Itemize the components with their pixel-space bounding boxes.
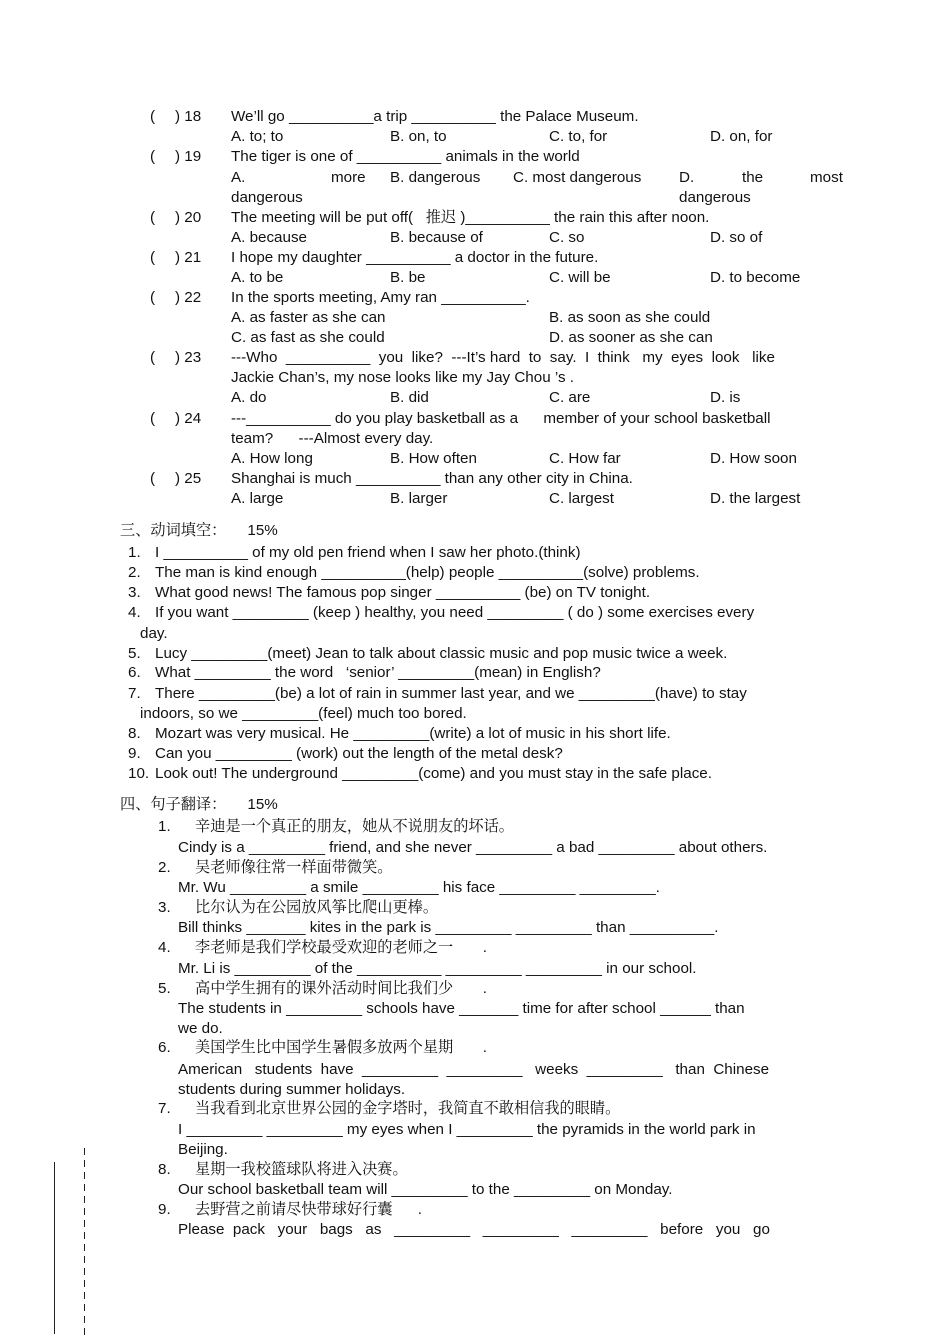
binding-dash — [84, 1208, 85, 1215]
option-b: B. How often — [390, 450, 477, 467]
option-d: D. How soon — [710, 450, 797, 467]
binding-dash — [84, 1172, 85, 1179]
option-b: B. dangerous — [390, 169, 481, 186]
item-text: Lucy _________(meet) Jean to talk about classic music and pop music twice a week. — [155, 645, 728, 662]
question-number: ) 21 — [175, 249, 202, 266]
binding-dash — [84, 1148, 85, 1155]
item-number: 4. — [128, 604, 141, 621]
item-number: 8. — [158, 1161, 171, 1178]
option-a: dangerous — [231, 189, 303, 206]
question-number: ) 19 — [175, 148, 202, 165]
section-title: 三、动词填空： 15% — [120, 522, 278, 539]
binding-dash — [84, 1280, 85, 1287]
question-text: Jackie Chan’s, my nose looks like my Jay Chou ’s . — [231, 369, 574, 386]
item-number: 1. — [128, 544, 141, 561]
answer-paren: ( — [150, 289, 156, 306]
item-text: Mozart was very musical. He _________(write) a lot of music in his short life. — [155, 725, 671, 742]
english-sentence: Bill thinks _______ kites in the park is _________ _________ than __________. — [178, 919, 719, 936]
option-d: D. the largest — [710, 490, 801, 507]
answer-paren: ( — [150, 148, 156, 165]
question-text: I hope my daughter __________ a doctor in the future. — [231, 249, 599, 266]
chinese-sentence: 李老师是我们学校最受欢迎的老师之一 . — [195, 939, 487, 956]
option-a: A. large — [231, 490, 284, 507]
item-number: 2. — [128, 564, 141, 581]
english-sentence: I _________ _________ my eyes when I _________ the pyramids in the world park in — [178, 1121, 756, 1138]
option-b: B. on, to — [390, 128, 447, 145]
item-text: The man is kind enough __________(help) people __________(solve) problems. — [155, 564, 700, 581]
item-text: Look out! The underground _________(come) and you must stay in the safe place. — [155, 765, 712, 782]
answer-paren: ( — [150, 410, 156, 427]
item-text: There _________(be) a lot of rain in summer last year, and we _________(have) to stay — [155, 685, 747, 702]
option-a: A. because — [231, 229, 307, 246]
option-b: B. did — [390, 389, 429, 406]
item-number: 5. — [158, 980, 171, 997]
binding-dash — [84, 1304, 85, 1311]
binding-dash — [84, 1160, 85, 1167]
answer-paren: ( — [150, 108, 156, 125]
option-d: D. so of — [710, 229, 763, 246]
binding-dash — [84, 1316, 85, 1323]
option-a: A. as faster as she can — [231, 309, 386, 326]
question-text: ---__________ do you play basketball as a member of your school basketball — [231, 410, 771, 427]
chinese-sentence: 高中学生拥有的课外活动时间比我们少 . — [195, 980, 487, 997]
item-number: 6. — [158, 1039, 171, 1056]
english-sentence: Cindy is a _________ friend, and she never _________ a bad _________ about others. — [178, 839, 768, 856]
item-number: 7. — [158, 1100, 171, 1117]
option-d: the — [742, 169, 764, 186]
item-text: I __________ of my old pen friend when I saw her photo.(think) — [155, 544, 581, 561]
option-c: C. How far — [549, 450, 621, 467]
question-number: ) 25 — [175, 470, 202, 487]
binding-dash — [84, 1292, 85, 1299]
english-sentence: Our school basketball team will _________ to the _________ on Monday. — [178, 1181, 673, 1198]
option-a: more — [331, 169, 366, 186]
item-text: day. — [140, 625, 168, 642]
item-number: 9. — [128, 745, 141, 762]
english-sentence: Mr. Li is _________ of the __________ _________ _________ in our school. — [178, 960, 697, 977]
option-c: C. as fast as she could — [231, 329, 385, 346]
chinese-sentence: 吴老师像往常一样面带微笑。 — [195, 859, 393, 876]
english-sentence: The students in _________ schools have _______ time for after school ______ than — [178, 1000, 745, 1017]
english-sentence: students during summer holidays. — [178, 1081, 406, 1098]
question-text: In the sports meeting, Amy ran __________. — [231, 289, 530, 306]
chinese-sentence: 比尔认为在公园放风筝比爬山更棒。 — [195, 899, 438, 916]
question-number: ) 22 — [175, 289, 202, 306]
english-sentence: Beijing. — [178, 1141, 228, 1158]
item-text: If you want _________ (keep ) healthy, you need _________ ( do ) some exercises every — [155, 604, 755, 621]
binding-dash — [84, 1220, 85, 1227]
item-text: Can you _________ (work) out the length of the metal desk? — [155, 745, 563, 762]
chinese-sentence: 去野营之前请尽快带球好行囊 . — [195, 1201, 422, 1218]
question-text: The meeting will be put off( 推迟 )__________ the rain this after noon. — [231, 209, 710, 226]
option-b: B. because of — [390, 229, 483, 246]
question-number: ) 18 — [175, 108, 202, 125]
question-text: Shanghai is much __________ than any other city in China. — [231, 470, 633, 487]
question-text: team? ---Almost every day. — [231, 430, 434, 447]
chinese-sentence: 星期一我校篮球队将进入决赛。 — [195, 1161, 408, 1178]
item-number: 6. — [128, 664, 141, 681]
binding-dash — [84, 1244, 85, 1251]
binding-margin — [0, 0, 120, 1344]
item-text: What good news! The famous pop singer __________ (be) on TV tonight. — [155, 584, 651, 601]
option-a: A. — [231, 169, 246, 186]
item-number: 9. — [158, 1201, 171, 1218]
answer-paren: ( — [150, 209, 156, 226]
option-a: A. How long — [231, 450, 313, 467]
binding-dash — [84, 1328, 85, 1335]
question-text: The tiger is one of __________ animals in the world — [231, 148, 580, 165]
option-c: C. to, for — [549, 128, 608, 145]
item-number: 1. — [158, 818, 171, 835]
option-d: D. on, for — [710, 128, 773, 145]
english-sentence: we do. — [178, 1020, 223, 1037]
item-number: 3. — [158, 899, 171, 916]
option-a: A. to; to — [231, 128, 284, 145]
binding-dash — [84, 1232, 85, 1239]
option-b: B. larger — [390, 490, 448, 507]
answer-paren: ( — [150, 349, 156, 366]
item-text: indoors, so we _________(feel) much too bored. — [140, 705, 467, 722]
option-c: C. largest — [549, 490, 614, 507]
chinese-sentence: 美国学生比中国学生暑假多放两个星期 . — [195, 1039, 487, 1056]
english-sentence: Please pack your bags as _________ _________ _________ before you go — [178, 1221, 770, 1238]
option-d: D. is — [710, 389, 741, 406]
option-c: C. will be — [549, 269, 611, 286]
binding-dash — [84, 1256, 85, 1263]
item-number: 8. — [128, 725, 141, 742]
option-a: A. to be — [231, 269, 284, 286]
option-b: B. be — [390, 269, 426, 286]
binding-dash — [84, 1196, 85, 1203]
binding-dash — [84, 1268, 85, 1275]
answer-paren: ( — [150, 470, 156, 487]
binding-dash — [84, 1184, 85, 1191]
option-d: dangerous — [679, 189, 751, 206]
question-number: ) 23 — [175, 349, 202, 366]
binding-solid-line — [54, 1162, 55, 1334]
item-number: 2. — [158, 859, 171, 876]
item-text: What _________ the word ‘senior’ _________(mean) in English? — [155, 664, 601, 681]
option-d: D. as sooner as she can — [549, 329, 713, 346]
option-c: C. most dangerous — [513, 169, 642, 186]
item-number: 5. — [128, 645, 141, 662]
option-d: most — [810, 169, 843, 186]
question-text: ---Who __________ you like? ---It’s hard to say. I think my eyes look like — [231, 349, 775, 366]
chinese-sentence: 辛迪是一个真正的朋友，她从不说朋友的坏话。 — [195, 818, 514, 835]
option-d: D. to become — [710, 269, 801, 286]
question-text: We’ll go __________a trip __________ the Palace Museum. — [231, 108, 639, 125]
english-sentence: American students have _________ _________ weeks _________ than Chinese — [178, 1061, 770, 1078]
item-number: 7. — [128, 685, 141, 702]
option-a: A. do — [231, 389, 267, 406]
item-number: 3. — [128, 584, 141, 601]
option-d: D. — [679, 169, 695, 186]
option-c: C. so — [549, 229, 585, 246]
chinese-sentence: 当我看到北京世界公园的金字塔时，我简直不敢相信我的眼睛。 — [195, 1100, 621, 1117]
item-number: 4. — [158, 939, 171, 956]
answer-paren: ( — [150, 249, 156, 266]
question-number: ) 20 — [175, 209, 202, 226]
option-c: C. are — [549, 389, 591, 406]
question-number: ) 24 — [175, 410, 202, 427]
item-number: 10. — [128, 765, 150, 782]
section-title: 四、句子翻译： 15% — [120, 796, 278, 813]
english-sentence: Mr. Wu _________ a smile _________ his face _________ _________. — [178, 879, 660, 896]
option-b: B. as soon as she could — [549, 309, 711, 326]
